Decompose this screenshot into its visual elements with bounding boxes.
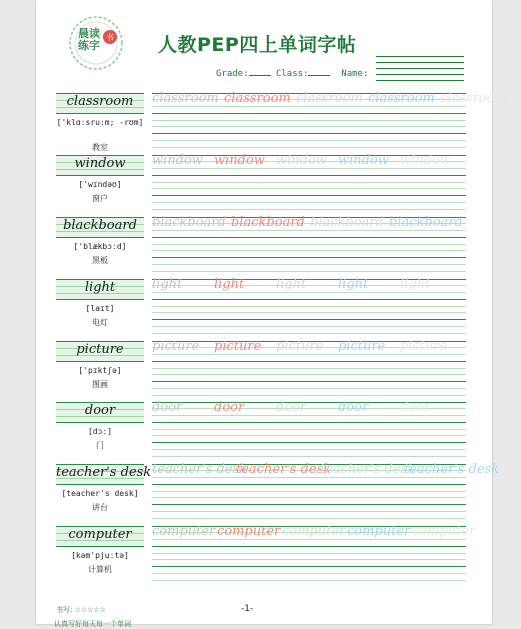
vocab-word: computer xyxy=(68,527,132,542)
grade-label: Grade: xyxy=(216,69,249,79)
trace-word: picture xyxy=(400,339,448,354)
trace-word: window xyxy=(214,153,265,168)
meaning: 计算机 xyxy=(88,565,112,574)
phonetic: [kəm'pjuːtə] xyxy=(71,551,129,560)
trace-word: door xyxy=(338,400,369,415)
practice-lines xyxy=(152,91,507,149)
name-writing-lines xyxy=(376,56,464,80)
meaning: 教室 xyxy=(92,143,108,152)
vocab-word: door xyxy=(84,403,116,418)
trace-word: blackboard xyxy=(152,215,226,230)
phonetic: [laɪt] xyxy=(85,304,115,313)
name-label: Name: xyxy=(341,69,369,79)
trace-word: picture xyxy=(214,339,262,354)
trace-word: window xyxy=(152,153,203,168)
vocab-word: classroom xyxy=(66,94,134,109)
phonetic: [teacher's desk] xyxy=(61,489,139,498)
practice-lines xyxy=(152,217,466,273)
trace-word: blackboard xyxy=(310,215,384,230)
bottom-text: 认真写好每天每一个单词 xyxy=(54,620,131,628)
phonetic: ['blækbɔːd] xyxy=(73,242,127,251)
meaning: 窗户 xyxy=(92,194,108,203)
vocab-word: teacher's desk xyxy=(56,465,152,480)
trace-word: teacher's desk xyxy=(404,462,500,477)
meaning: 电灯 xyxy=(92,318,108,327)
trace-word: light xyxy=(400,277,431,292)
trace-word: window xyxy=(400,153,451,168)
practice-lines xyxy=(152,462,500,520)
meta-row xyxy=(216,67,368,79)
practice-lines xyxy=(152,524,476,582)
trace-word: classroom xyxy=(368,91,435,106)
logo-text: 晨读练字 xyxy=(78,27,100,52)
worksheet-page xyxy=(36,0,507,628)
trace-word: light xyxy=(276,277,307,292)
trace-word: light xyxy=(152,277,183,292)
class-label: Class: xyxy=(275,69,309,79)
svg-text:书: 书 xyxy=(106,33,114,42)
phonetic: ['wɪndəʊ] xyxy=(78,180,122,189)
trace-word: door xyxy=(276,400,307,415)
class-blank xyxy=(308,67,330,76)
vocab-word: blackboard xyxy=(63,218,137,233)
meaning: 讲台 xyxy=(92,503,108,512)
trace-word: computer xyxy=(412,524,476,539)
trace-word: computer xyxy=(217,524,281,539)
practice-lines xyxy=(152,155,466,211)
trace-word: picture xyxy=(152,339,200,354)
trace-word: computer xyxy=(152,524,216,539)
vocab-word: window xyxy=(74,156,126,171)
trace-word: light xyxy=(338,277,369,292)
trace-word: teacher's desk xyxy=(320,462,416,477)
vocab-word: picture xyxy=(76,342,124,357)
meaning: 门 xyxy=(96,441,104,450)
page-number: -1- xyxy=(241,604,254,614)
trace-word: door xyxy=(400,400,431,415)
trace-word: picture xyxy=(338,339,386,354)
grade-blank xyxy=(249,67,271,76)
trace-word: classroom xyxy=(152,91,219,106)
trace-word: door xyxy=(152,400,183,415)
trace-word: classroom xyxy=(296,91,363,106)
trace-word: teacher's desk xyxy=(152,462,248,477)
meaning: 图画 xyxy=(92,380,108,389)
vocab-word: light xyxy=(84,280,116,295)
trace-word: classroom xyxy=(224,91,291,106)
practice-lines xyxy=(152,279,466,335)
trace-word: computer xyxy=(347,524,411,539)
trace-word: window xyxy=(276,153,327,168)
trace-word: blackboard xyxy=(389,215,463,230)
trace-word: light xyxy=(214,277,245,292)
trace-word: teacher's desk xyxy=(236,462,332,477)
phonetic: [dɔː] xyxy=(87,427,113,436)
practice-lines xyxy=(152,402,466,458)
worksheet-title: 人教PEP四上单词字帖 xyxy=(158,34,357,56)
trace-word: classroom xyxy=(440,91,507,106)
trace-word: blackboard xyxy=(231,215,305,230)
trace-word: door xyxy=(214,400,245,415)
trace-word: computer xyxy=(282,524,346,539)
phonetic: ['klɑːsruːm; -rʊm] xyxy=(56,118,144,127)
rating-text: 书写: ☆☆☆☆☆ xyxy=(56,606,106,614)
trace-word: picture xyxy=(276,339,324,354)
practice-lines xyxy=(152,341,466,397)
trace-word: window xyxy=(338,153,389,168)
phonetic: ['pɪktʃə] xyxy=(78,366,122,375)
meaning: 黑板 xyxy=(92,256,108,265)
